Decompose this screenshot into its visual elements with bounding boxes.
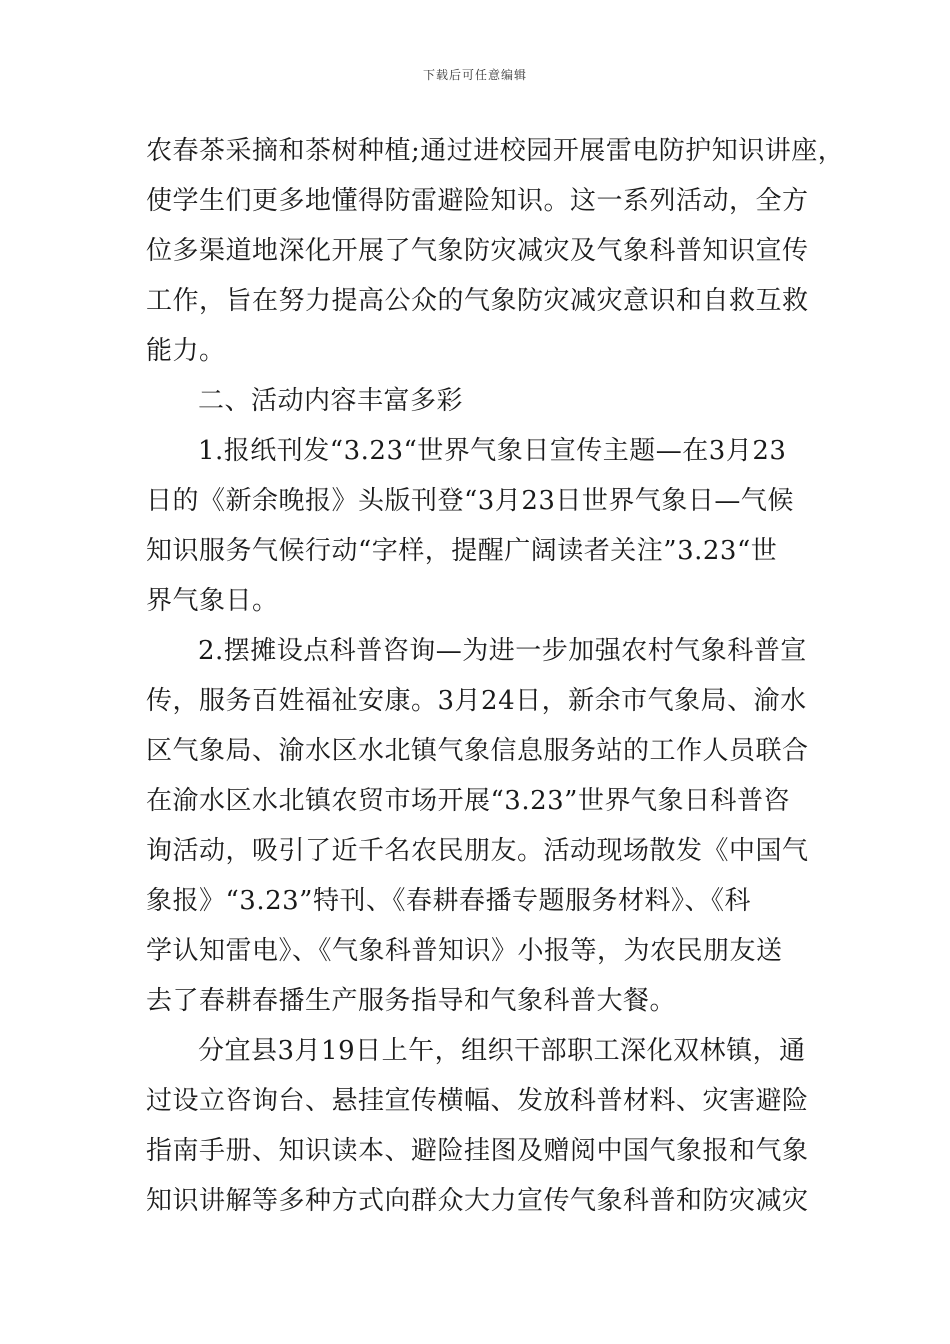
text-line: 使学生们更多地懂得防雷避险知识。这一系列活动，全方 — [146, 186, 809, 216]
document-body — [146, 126, 845, 1226]
text-line: 询活动，吸引了近千名农民朋友。活动现场散发《中国气 — [146, 836, 809, 866]
text-line: 位多渠道地深化开展了气象防灾减灾及气象科普知识宣传 — [146, 236, 809, 266]
text-line: 传，服务百姓福祉安康。3月24日，新余市气象局、渝水 — [146, 686, 807, 716]
text-line: 在渝水区水北镇农贸市场开展“3.23”世界气象日科普咨 — [146, 786, 790, 816]
text-line: 工作，旨在努力提高公众的气象防灾减灾意识和自救互救 — [146, 286, 809, 316]
text-line: 界气象日。 — [146, 586, 279, 616]
page-header: 下载后可任意编辑 — [422, 68, 527, 82]
text-line: 去了春耕春播生产服务指导和气象科普大餐。 — [146, 986, 677, 1016]
section-heading: 二、活动内容丰富多彩 — [198, 386, 464, 416]
text-line: 2.摆摊设点科普咨询—为进一步加强农村气象科普宣 — [198, 636, 807, 666]
text-line: 区气象局、渝水区水北镇气象信息服务站的工作人员联合 — [146, 736, 809, 766]
text-line: 知识讲解等多种方式向群众大力宣传气象科普和防灾减灾 — [146, 1186, 809, 1216]
text-line: 1.报纸刊发“3.23“世界气象日宣传主题—在3月23 — [198, 436, 787, 466]
text-line: 学认知雷电》、《气象科普知识》小报等，为农民朋友送 — [146, 936, 783, 966]
text-line: 农春茶采摘和茶树种植;通过进校园开展雷电防护知识讲座， — [146, 136, 845, 166]
text-line: 过设立咨询台、悬挂宣传横幅、发放科普材料、灾害避险 — [146, 1086, 809, 1116]
text-line: 能力。 — [146, 336, 226, 366]
text-line: 知识服务气候行动“字样，提醒广阔读者关注”3.23“世 — [146, 536, 778, 566]
text-line: 指南手册、知识读本、避险挂图及赠阅中国气象报和气象 — [146, 1136, 809, 1166]
text-line: 象报》“3.23”特刊、《春耕春播专题服务材料》、《科 — [146, 886, 751, 916]
text-line: 分宜县3月19日上午，组织干部职工深化双林镇，通 — [198, 1036, 806, 1066]
text-line: 日的《新余晚报》头版刊登“3月23日世界气象日—气候 — [146, 486, 794, 516]
